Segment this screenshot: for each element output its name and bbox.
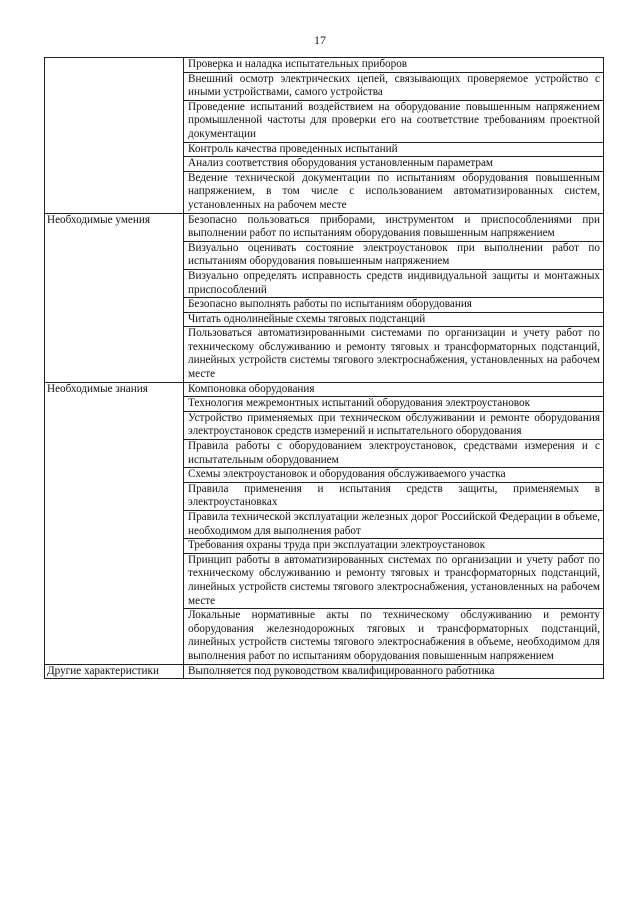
table-row — [45, 664, 604, 679]
table-cell: Визуально оценивать состояние электроустановок при выполнении работ по испытаниям оборудования повышенным напряжением — [184, 241, 604, 269]
table-cell: Проведение испытаний воздействием на оборудование повышенным напряжением промышленной частоты для проверки его на соответствие требованиям проектной документации — [184, 100, 604, 142]
page-number: 17 — [314, 33, 326, 47]
row-label-knowledge: Необходимые знания — [45, 382, 184, 664]
table-cell: Принцип работы в автоматизированных системах по организации и учету работ по техническому обслуживанию и ремонту тяговых и трансформаторных подстанций, линейных устройств системы тягового электроснабжения, установленных на рабочем месте — [184, 553, 604, 608]
table-row — [45, 213, 604, 241]
table-cell: Устройство применяемых при техническом обслуживании и ремонте оборудования электроустановок средств измерений и испытательного оборудования — [184, 411, 604, 439]
table-cell: Читать однолинейные схемы тяговых подстанций — [184, 312, 604, 327]
table-cell: Правила применения и испытания средств защиты, применяемых в электроустановках — [184, 482, 604, 510]
table-cell: Схемы электроустановок и оборудования обслуживаемого участка — [184, 468, 604, 483]
row-label-empty — [45, 58, 184, 214]
table-cell: Безопасно выполнять работы по испытаниям оборудования — [184, 298, 604, 313]
table-cell: Ведение технической документации по испытаниям оборудования повышенным напряжением, в том числе с использованием автоматизированных систем, установленных на рабочем месте — [184, 171, 604, 213]
row-label-other: Другие характеристики — [45, 664, 184, 679]
table-cell: Контроль качества проведенных испытаний — [184, 142, 604, 157]
row-label-skills: Необходимые умения — [45, 213, 184, 382]
table-cell: Требования охраны труда при эксплуатации электроустановок — [184, 539, 604, 554]
table-cell: Правила технической эксплуатации железных дорог Российской Федерации в объеме, необходимом для выполнения работ — [184, 511, 604, 539]
table-row — [45, 382, 604, 397]
table-cell: Проверка и наладка испытательных приборов — [184, 58, 604, 73]
table-cell: Компоновка оборудования — [184, 382, 604, 397]
table-cell: Безопасно пользоваться приборами, инструментом и приспособлениями при выполнении работ по испытаниям оборудования повышенным напряжением — [184, 213, 604, 241]
table-cell: Правила работы с оборудованием электроустановок, средствами измерения и с испытательным оборудованием — [184, 440, 604, 468]
table-cell: Визуально определять исправность средств индивидуальной защиты и монтажных приспособлений — [184, 269, 604, 297]
table-cell: Выполняется под руководством квалифицированного работника — [184, 664, 604, 679]
table-cell: Технология межремонтных испытаний оборудования электроустановок — [184, 397, 604, 412]
table-cell: Пользоваться автоматизированными системами по организации и учету работ по техническому обслуживанию и ремонту тяговых и трансформаторных подстанций, линейных устройств системы тягового электроснабжения, установленных на рабочем месте — [184, 327, 604, 382]
requirements-table — [44, 57, 604, 679]
table-cell: Внешний осмотр электрических цепей, связывающих проверяемое устройство с иными устройствами, самого устройства — [184, 72, 604, 100]
table-cell: Локальные нормативные акты по техническому обслуживанию и ремонту оборудования железнодорожных тяговых и трансформаторных подстанций, линейных устройств системы тягового электроснабжения в объеме, необходимом для выполнения работ по испытаниям оборудования повышенным напряжением — [184, 609, 604, 664]
table-cell: Анализ соответствия оборудования установленным параметрам — [184, 157, 604, 172]
table-row — [45, 58, 604, 73]
